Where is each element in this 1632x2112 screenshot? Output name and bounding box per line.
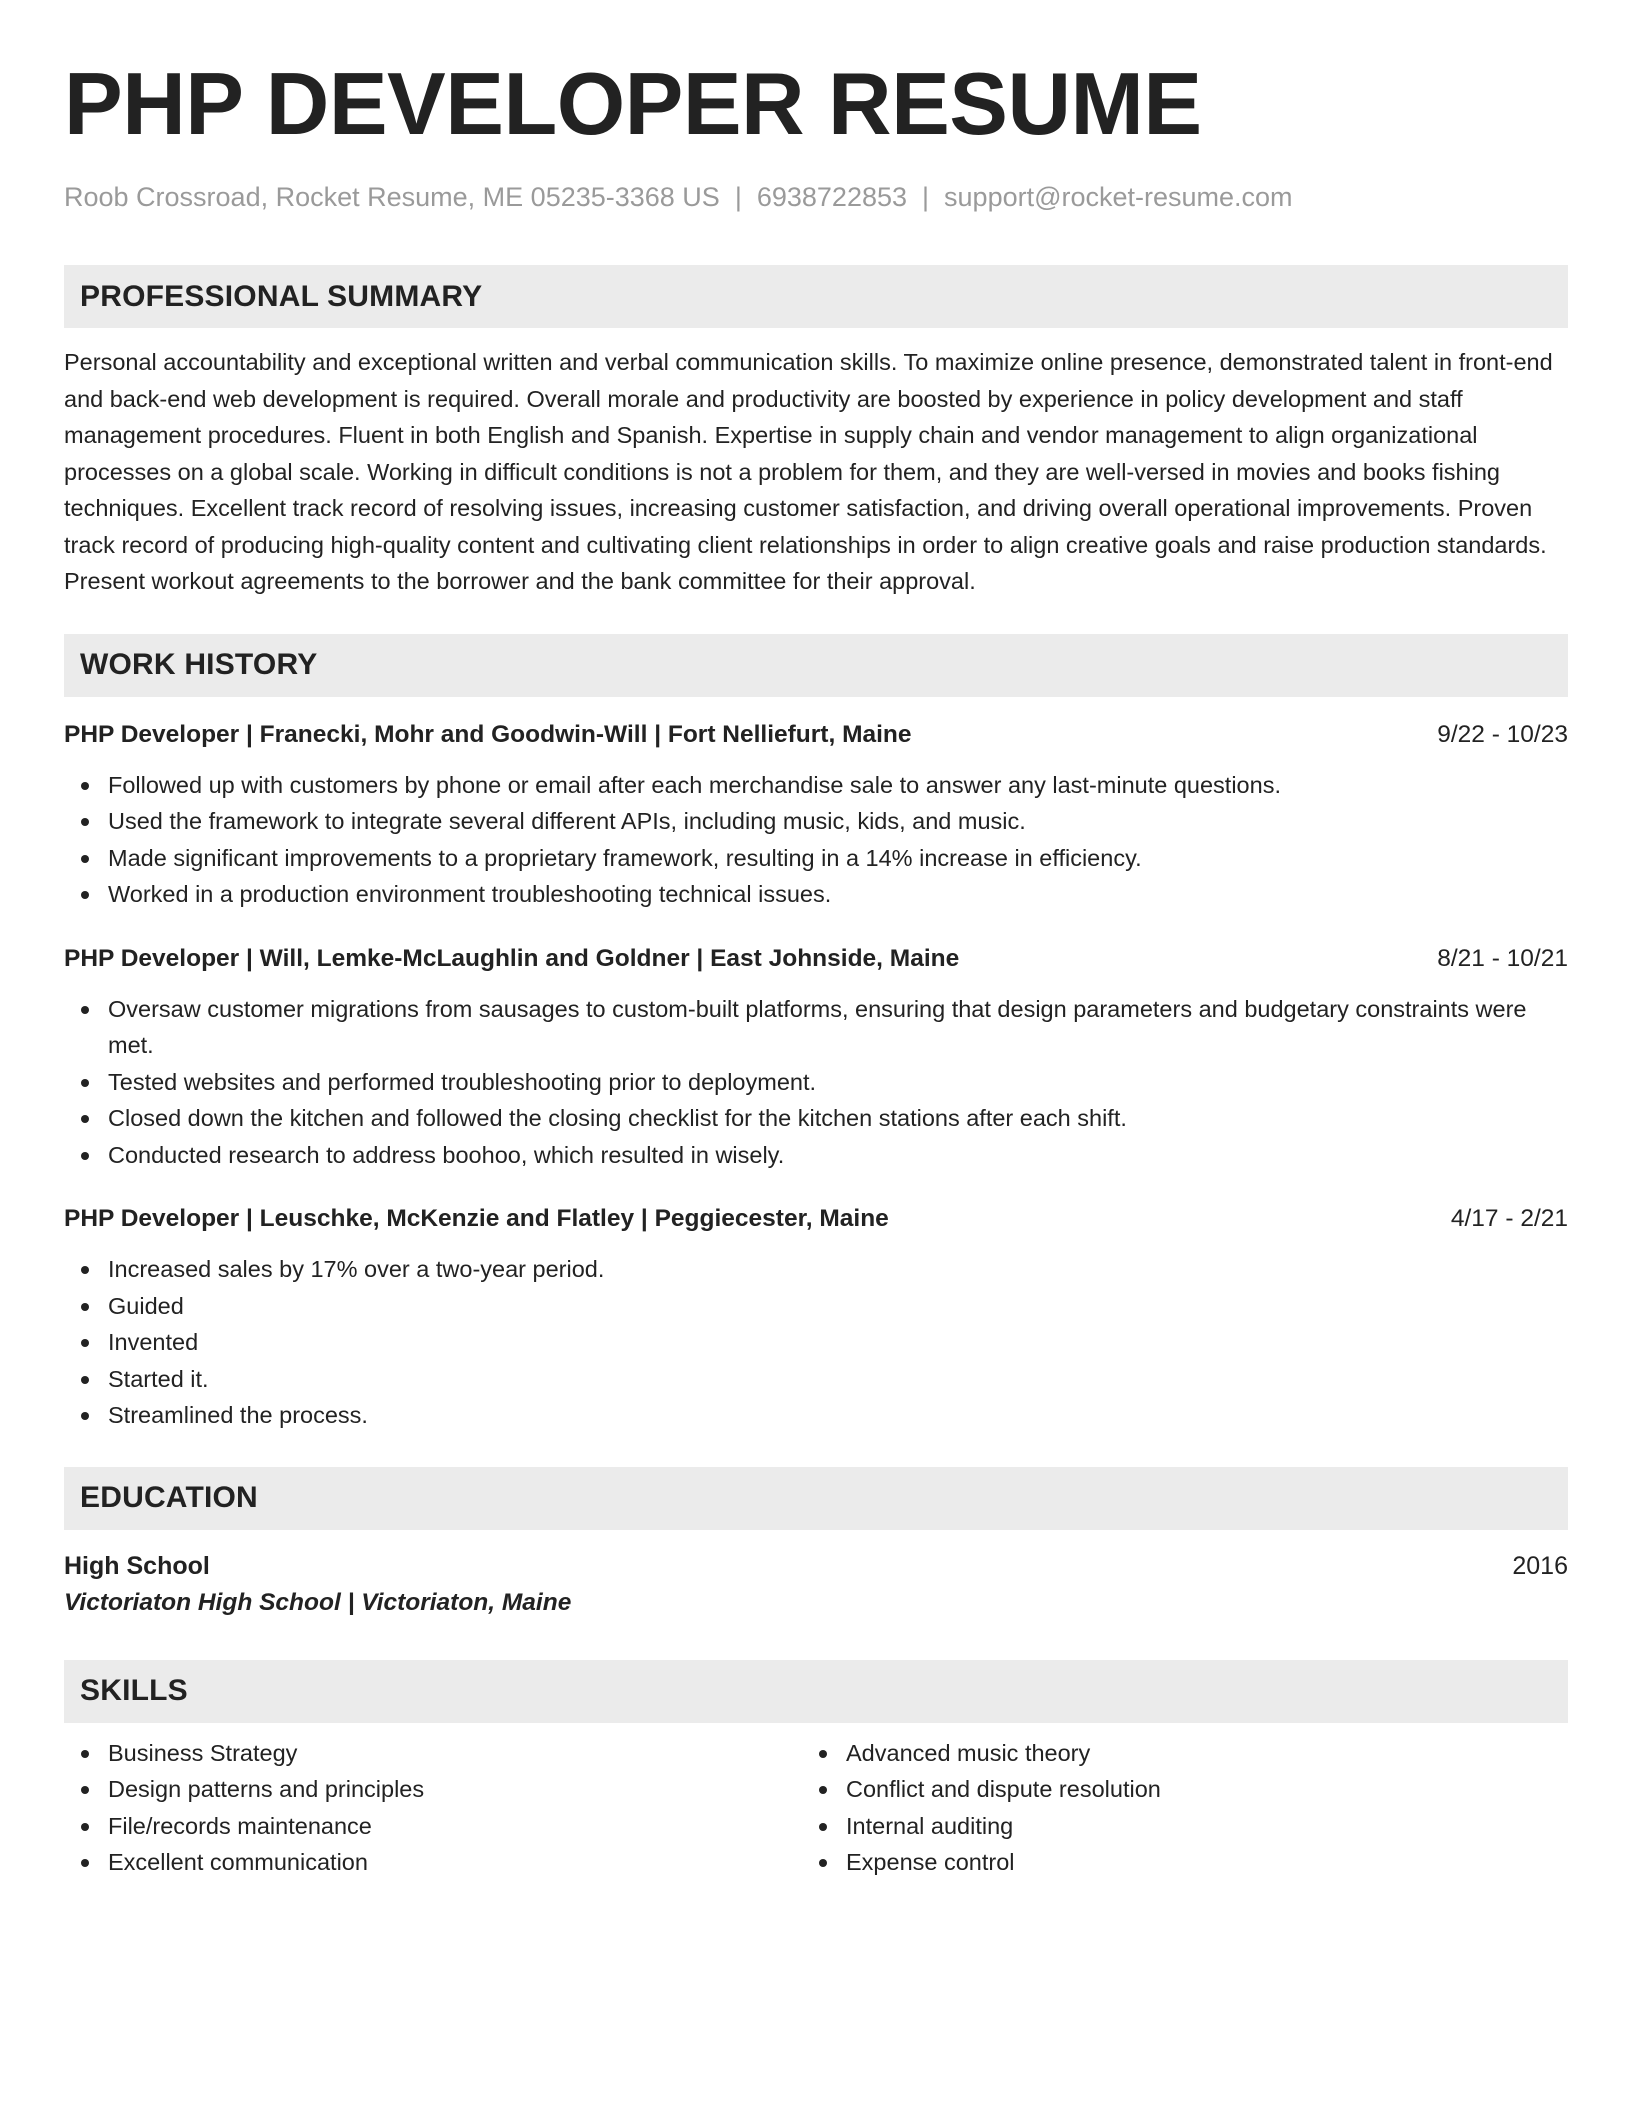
- section-heading-work-history: WORK HISTORY: [64, 634, 1568, 697]
- job-entry: [64, 941, 1568, 1174]
- education-header: [64, 1548, 1568, 1584]
- job-bullets: [64, 1251, 1568, 1434]
- job-bullet: Started it.: [108, 1361, 1568, 1398]
- contact-line: [64, 180, 1568, 214]
- contact-separator: |: [922, 182, 930, 212]
- job-bullet: Followed up with customers by phone or email after each merchandise sale to answer any last-minute questions.: [108, 767, 1568, 804]
- skill-item: Business Strategy: [108, 1735, 802, 1772]
- skill-item: Advanced music theory: [846, 1735, 1161, 1772]
- job-header: [64, 941, 1568, 977]
- skill-item: Expense control: [846, 1844, 1161, 1881]
- section-heading-skills: SKILLS: [64, 1660, 1568, 1723]
- job-bullet: Oversaw customer migrations from sausages to custom-built platforms, ensuring that design parameters and budgetary constraints were met.: [108, 991, 1568, 1064]
- skills-column-right: [802, 1735, 1161, 1881]
- job-bullet: Used the framework to integrate several different APIs, including music, kids, and music.: [108, 803, 1568, 840]
- job-bullets: [64, 991, 1568, 1174]
- education-degree: High School: [64, 1551, 210, 1580]
- job-dates: 8/21 - 10/21: [1437, 944, 1568, 972]
- job-bullet: Closed down the kitchen and followed the closing checklist for the kitchen stations after each shift.: [108, 1100, 1568, 1137]
- contact-address: Roob Crossroad, Rocket Resume, ME 05235-3368 US: [64, 182, 720, 212]
- resume-title: PHP DEVELOPER RESUME: [64, 54, 1202, 153]
- skills-column-left: [64, 1735, 802, 1881]
- skill-item: File/records maintenance: [108, 1808, 802, 1845]
- job-title: PHP Developer | Leuschke, McKenzie and Flatley | Peggiecester, Maine: [64, 1205, 889, 1232]
- job-header: [64, 1201, 1568, 1237]
- job-title: PHP Developer | Will, Lemke-McLaughlin and Goldner | East Johnside, Maine: [64, 944, 960, 972]
- contact-separator: |: [734, 182, 742, 212]
- job-bullet: Worked in a production environment troubleshooting technical issues.: [108, 876, 1568, 913]
- contact-phone: 6938722853: [756, 182, 908, 212]
- job-entry: [64, 1201, 1568, 1434]
- skills-list: [64, 1735, 1568, 1881]
- education-year: 2016: [1512, 1551, 1568, 1580]
- contact-email[interactable]: support@rocket-resume.com: [944, 182, 1293, 212]
- job-bullet: Increased sales by 17% over a two-year period.: [108, 1251, 1568, 1288]
- job-bullet: Streamlined the process.: [108, 1397, 1568, 1434]
- job-header: [64, 717, 1568, 753]
- education-school: Victoriaton High School | Victoriaton, Maine: [64, 1588, 572, 1616]
- job-bullet: Invented: [108, 1324, 1568, 1361]
- job-bullet: Tested websites and performed troubleshooting prior to deployment.: [108, 1064, 1568, 1101]
- job-bullet: Made significant improvements to a proprietary framework, resulting in a 14% increase in efficiency.: [108, 840, 1568, 877]
- skill-item: Excellent communication: [108, 1844, 802, 1881]
- skill-item: Design patterns and principles: [108, 1771, 802, 1808]
- section-heading-education: EDUCATION: [64, 1467, 1568, 1530]
- skill-item: Conflict and dispute resolution: [846, 1771, 1161, 1808]
- job-entry: [64, 717, 1568, 913]
- summary-text: Personal accountability and exceptional written and verbal communication skills. To maximize online presence, demonstrated talent in front-end and back-end web development is required. Overall morale and productivity are boosted by experience in policy development and staff management procedures. Fluent in both English and Spanish. Expertise in supply chain and vendor management to align organizational processes on a global scale. Working in difficult conditions is not a problem for them, and they are well-versed in movies and books fishing techniques. Excellent track record of resolving issues, increasing customer satisfaction, and driving overall operational improvements. Proven track record of producing high-quality content and cultivating client relationships in order to align creative goals and raise production standards. Present workout agreements to the borrower and the bank committee for their approval.: [64, 349, 1553, 594]
- job-dates: 9/22 - 10/23: [1437, 720, 1568, 748]
- job-title: PHP Developer | Franecki, Mohr and Goodwin-Will | Fort Nelliefurt, Maine: [64, 720, 912, 748]
- job-bullet: Guided: [108, 1288, 1568, 1325]
- job-bullet: Conducted research to address boohoo, which resulted in wisely.: [108, 1137, 1568, 1174]
- education-entry: [64, 1548, 1568, 1622]
- job-dates: 4/17 - 2/21: [1450, 1205, 1568, 1232]
- section-heading-summary: PROFESSIONAL SUMMARY: [64, 265, 1568, 328]
- skill-item: Internal auditing: [846, 1808, 1161, 1845]
- job-bullets: [64, 767, 1568, 913]
